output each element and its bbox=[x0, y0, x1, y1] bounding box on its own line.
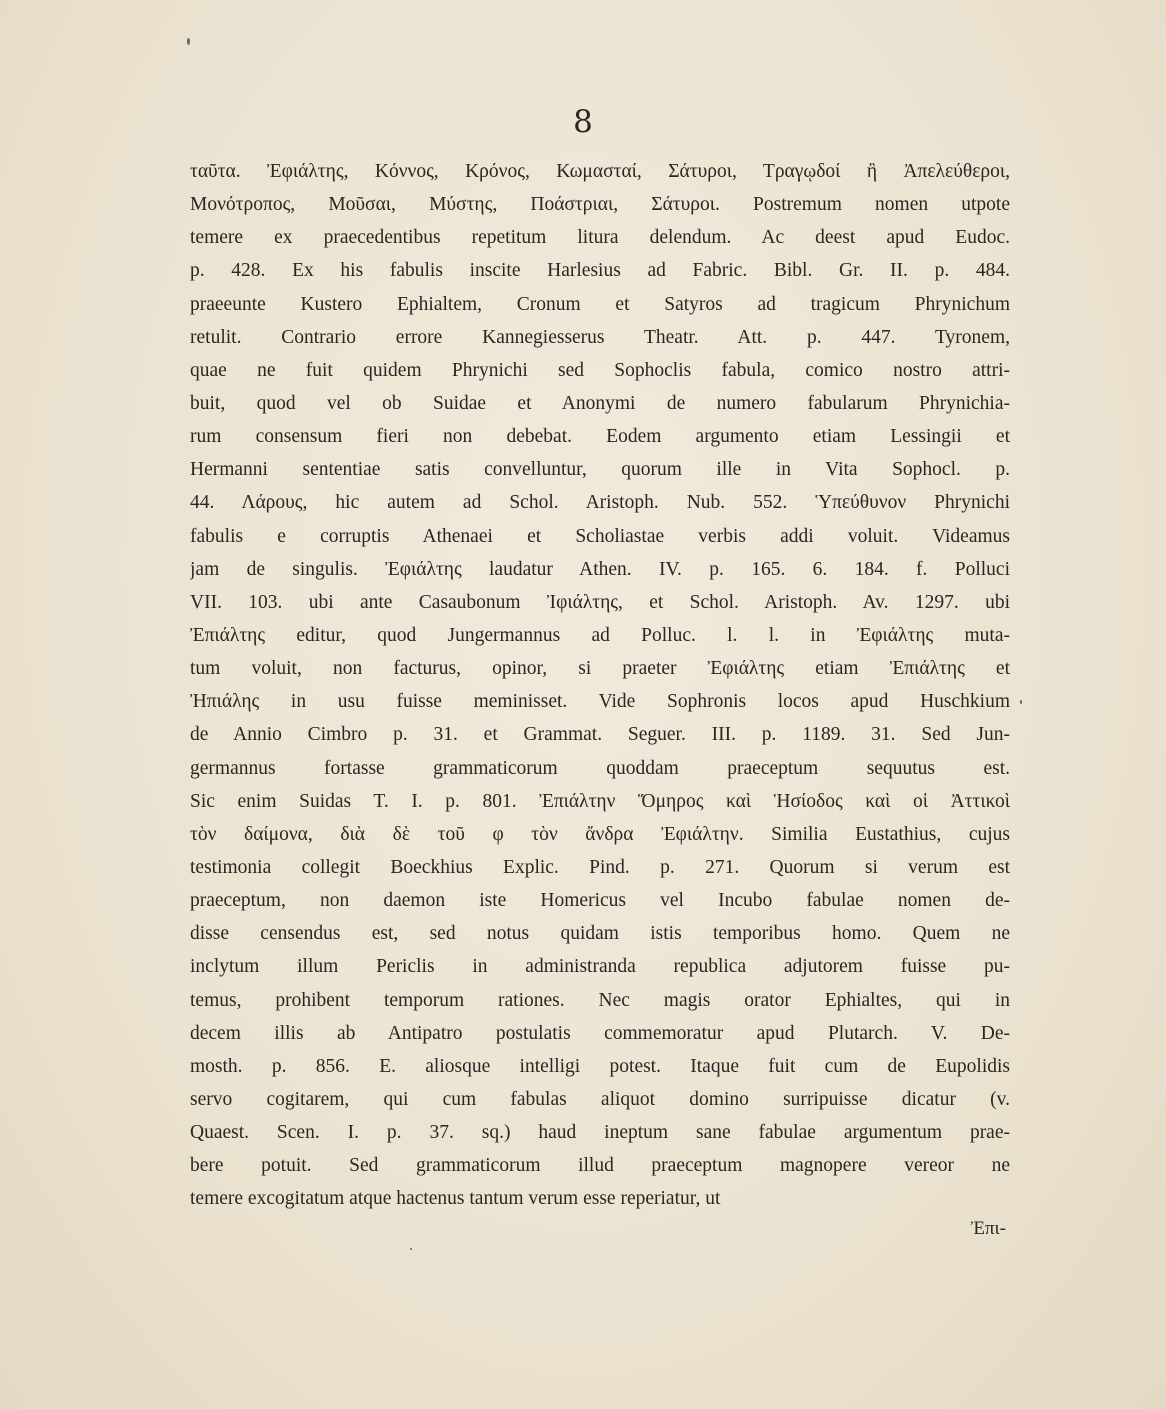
text-line: temere ex praecedentibus repetitum litura delendum. Ac deest apud Eudoc. bbox=[190, 227, 1010, 249]
body-text bbox=[190, 155, 1010, 1216]
text-line: germannus fortasse grammaticorum quoddam praeceptum sequutus est. bbox=[190, 757, 1010, 779]
text-line: decem illis ab Antipatro postulatis commemoratur apud Plutarch. V. De- bbox=[190, 1022, 1010, 1044]
text-line: quae ne fuit quidem Phrynichi sed Sophoclis fabula, comico nostro attri- bbox=[190, 359, 1010, 381]
ink-speck bbox=[1020, 700, 1022, 704]
text-line: rum consensum fieri non debebat. Eodem argumento etiam Lessingii et bbox=[190, 426, 1010, 448]
text-line: praeeunte Kustero Ephialtem, Cronum et Satyros ad tragicum Phrynichum bbox=[190, 293, 1010, 315]
text-line: testimonia collegit Boeckhius Explic. Pind. p. 271. Quorum si verum est bbox=[190, 856, 1010, 878]
text-line: Hermanni sententiae satis convelluntur, quorum ille in Vita Sophocl. p. bbox=[190, 459, 1010, 481]
text-line: ταῦτα. Ἐφιάλτης, Κόννος, Κρόνος, Κωμασταί, Σάτυροι, Τραγῳδοί ἢ Ἀπελεύθεροι, bbox=[190, 161, 1010, 182]
ink-speck bbox=[410, 1248, 412, 1250]
page-number: 8 bbox=[573, 104, 593, 140]
text-line: inclytum illum Periclis in administranda republica adjutorem fuisse pu- bbox=[190, 956, 1010, 978]
text-line: Sic enim Suidas T. I. p. 801. Ἐπιάλτην Ὅμηρος καὶ Ἡσίοδος καὶ οἱ Ἀττικοὶ bbox=[190, 790, 1010, 812]
text-line: 44. Λάρους, hic autem ad Schol. Aristoph. Nub. 552. Ὑπεύθυνον Phrynichi bbox=[190, 492, 1010, 514]
text-line: Quaest. Scen. I. p. 37. sq.) haud ineptum sane fabulae argumentum prae- bbox=[190, 1122, 1010, 1144]
text-line: tum voluit, non facturus, opinor, si praeter Ἐφιάλτης etiam Ἐπιάλτης et bbox=[190, 658, 1010, 680]
text-line: Ἐπιάλτης editur, quod Jungermannus ad Polluc. l. l. in Ἐφιάλτης muta- bbox=[190, 624, 1010, 646]
text-line: Ἠπιάλης in usu fuisse meminisset. Vide Sophronis locos apud Huschkium bbox=[190, 691, 1010, 713]
text-line: temus, prohibent temporum rationes. Nec magis orator Ephialtes, qui in bbox=[190, 989, 1010, 1011]
text-line: mosth. p. 856. E. aliosque intelligi potest. Itaque fuit cum de Eupolidis bbox=[190, 1055, 1010, 1077]
text-line: fabulis e corruptis Athenaei et Scholiastae verbis addi voluit. Videamus bbox=[190, 525, 1010, 547]
text-line: temere excogitatum atque hactenus tantum verum esse reperiatur, ut bbox=[190, 1188, 721, 1210]
catchword: Ἐπι- bbox=[970, 1218, 1006, 1239]
text-line: servo cogitarem, qui cum fabulas aliquot domino surripuisse dicatur (v. bbox=[190, 1088, 1010, 1110]
text-line: jam de singulis. Ἐφιάλτης laudatur Athen. IV. p. 165. 6. 184. f. Polluci bbox=[190, 558, 1010, 580]
text-line: retulit. Contrario errore Kannegiesserus Theatr. Att. p. 447. Tyronem, bbox=[190, 326, 1010, 348]
text-line: de Annio Cimbro p. 31. et Grammat. Seguer. III. p. 1189. 31. Sed Jun- bbox=[190, 724, 1010, 746]
text-line: praeceptum, non daemon iste Homericus vel Incubo fabulae nomen de- bbox=[190, 890, 1010, 912]
text-line: Μονότροπος, Μοῦσαι, Μύστης, Ποάστριαι, Σάτυροι. Postremum nomen utpote bbox=[190, 194, 1010, 216]
ink-speck bbox=[187, 38, 190, 45]
text-line: disse censendus est, sed notus quidam istis temporibus homo. Quem ne bbox=[190, 923, 1010, 945]
text-line: buit, quod vel ob Suidae et Anonymi de numero fabularum Phrynichia- bbox=[190, 392, 1010, 414]
text-line: p. 428. Ex his fabulis inscite Harlesius ad Fabric. Bibl. Gr. II. p. 484. bbox=[190, 260, 1010, 282]
text-line: VII. 103. ubi ante Casaubonum Ἰφιάλτης, et Schol. Aristoph. Av. 1297. ubi bbox=[190, 591, 1010, 613]
text-line: τὸν δαίμονα, διὰ δὲ τοῦ φ τὸν ἄνδρα Ἐφιάλτην. Similia Eustathius, cujus bbox=[190, 823, 1010, 845]
text-line: bere potuit. Sed grammaticorum illud praeceptum magnopere vereor ne bbox=[190, 1155, 1010, 1177]
